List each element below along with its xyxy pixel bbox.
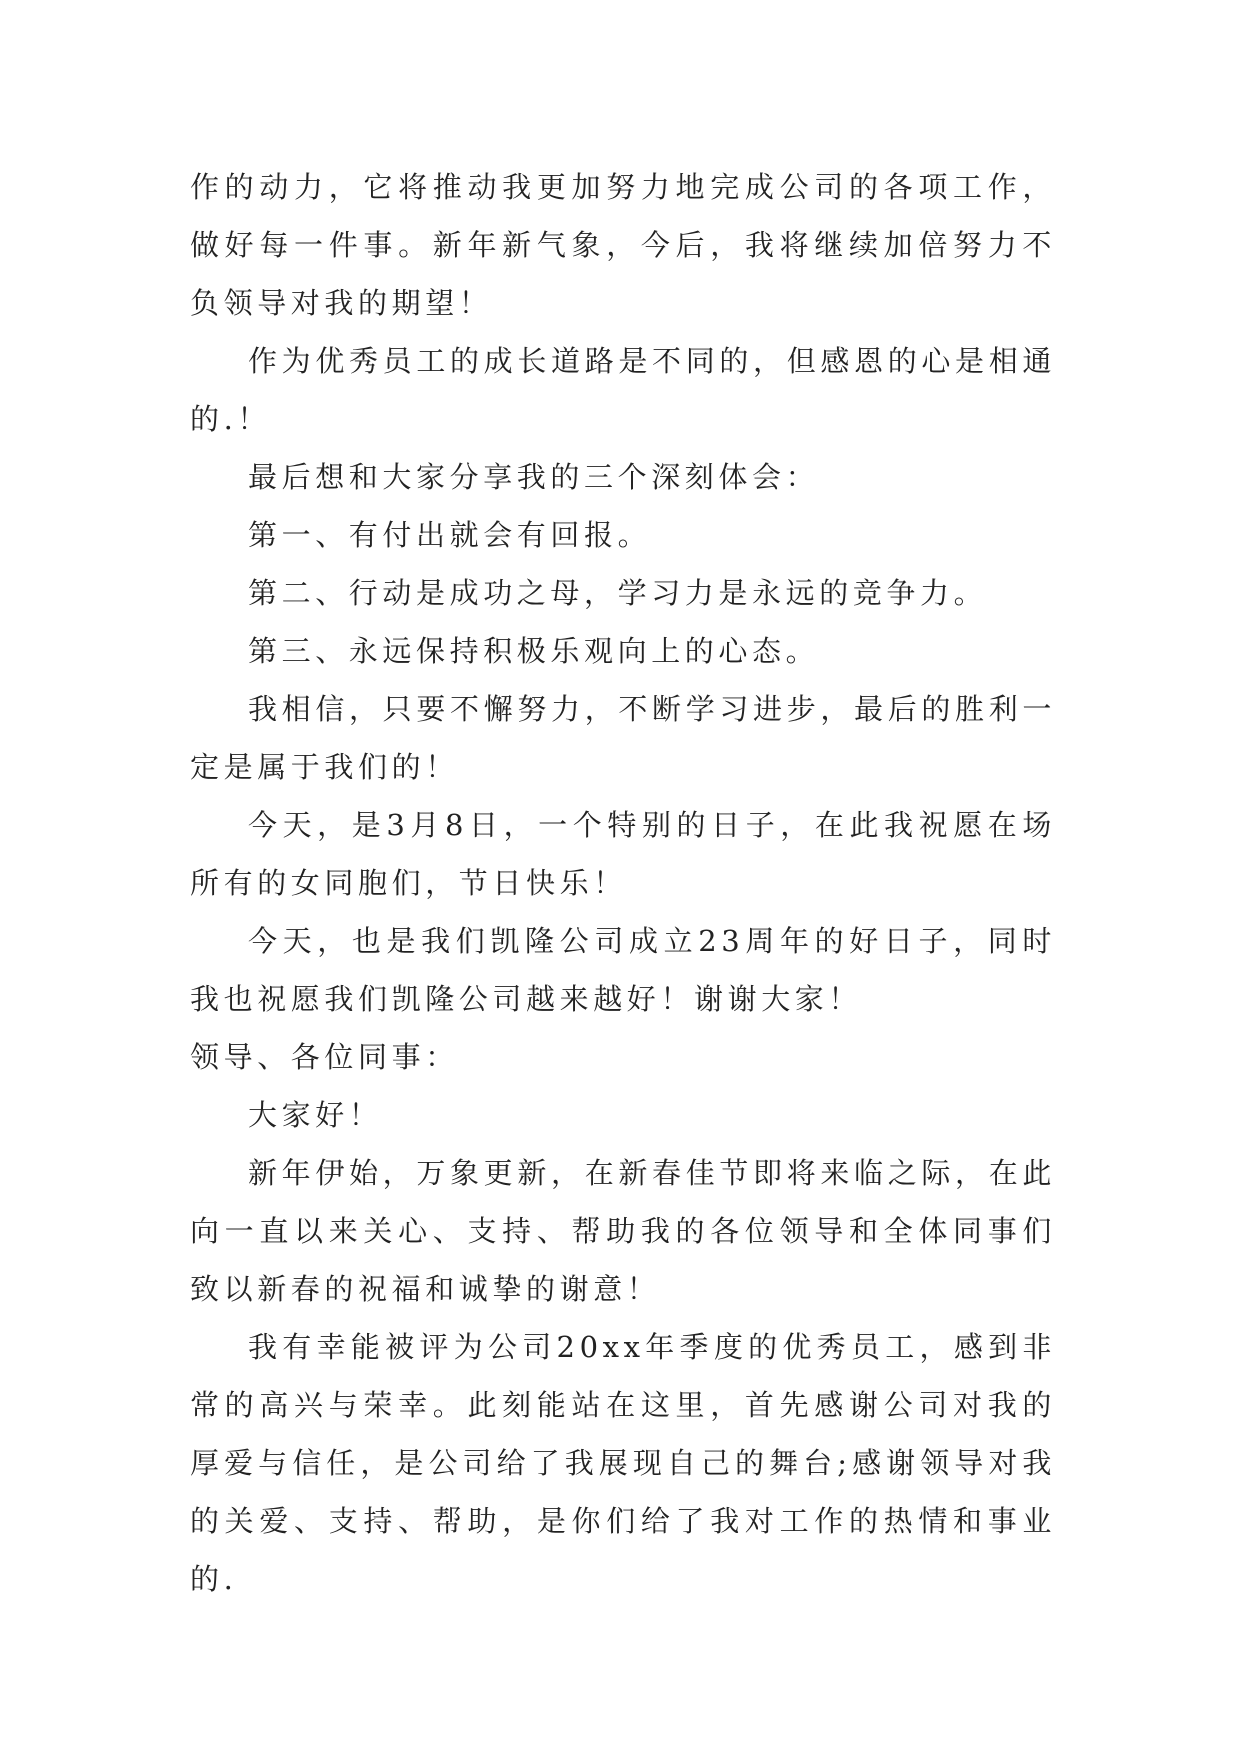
paragraph: 我有幸能被评为公司20xx年季度的优秀员工，感到非常的高兴与荣幸。此刻能站在这里，首先感谢公司对我的厚爱与信任，是公司给了我展现自己的舞台;感谢领导对我的关爱、支持、帮助，是你们给了我对工作的热情和事业的.	[190, 1330, 1056, 1596]
paragraph: 我相信，只要不懈努力，不断学习进步，最后的胜利一定是属于我们的！	[190, 692, 1056, 784]
paragraph: 最后想和大家分享我的三个深刻体会：	[248, 460, 820, 494]
paragraph: 第二、行动是成功之母，学习力是永远的竞争力。	[248, 576, 988, 610]
greeting: 大家好！	[248, 1098, 383, 1132]
paragraph: 今天，也是我们凯隆公司成立23周年的好日子，同时我也祝愿我们凯隆公司越来越好！谢谢大家！	[190, 924, 1056, 1016]
paragraph: 第三、永远保持积极乐观向上的心态。	[248, 634, 820, 668]
paragraph: 今天，是3月8日，一个特别的日子，在此我祝愿在场所有的女同胞们，节日快乐！	[190, 808, 1056, 900]
paragraph: 新年伊始，万象更新，在新春佳节即将来临之际，在此向一直以来关心、支持、帮助我的各位领导和全体同事们致以新春的祝福和诚挚的谢意！	[190, 1156, 1056, 1306]
paragraph: 作的动力，它将推动我更加努力地完成公司的各项工作，做好每一件事。新年新气象，今后，我将继续加倍努力不负领导对我的期望！	[190, 170, 1056, 320]
paragraph: 作为优秀员工的成长道路是不同的，但感恩的心是相通的.！	[190, 344, 1056, 436]
salutation: 领导、各位同事：	[190, 1040, 459, 1074]
paragraph: 第一、有付出就会有回报。	[248, 518, 652, 552]
document-body	[190, 158, 1056, 1608]
